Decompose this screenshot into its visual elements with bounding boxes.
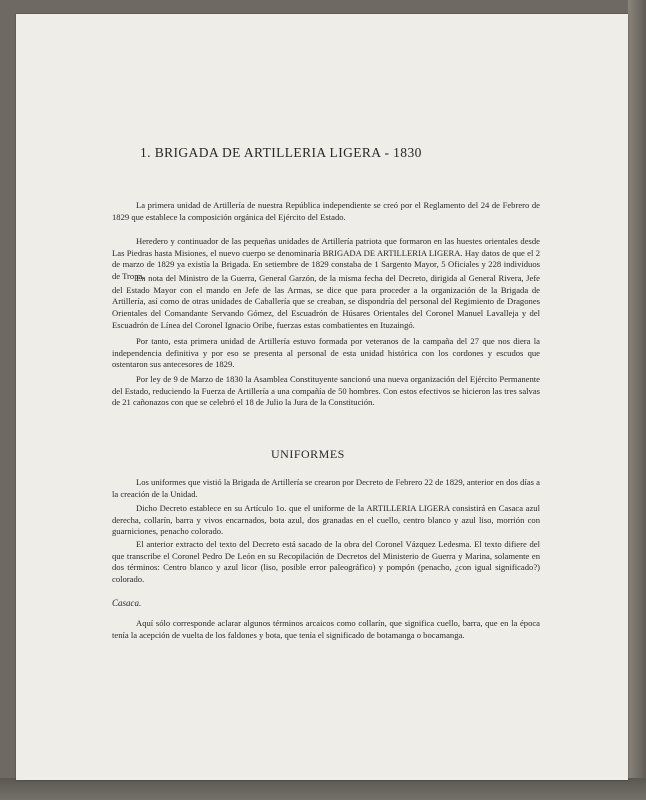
paragraph-5: Por ley de 9 de Marzo de 1830 la Asamblea Constituyente sancionó una nueva organización del Ejército Permanente del Estado, reduciendo la Fuerza de Artillería a una compañía de 50 hombres. Con estos efectivos se hicieron las tres salvas de 21 cañonazos con que se celebró el 18 de Julio la Jura de la Constitución. [112,374,540,408]
uniformes-paragraph-2: Dicho Decreto establece en su Artículo 1o. que el uniforme de la ARTILLERIA LIGERA consistirá en Casaca azul derecha, collarín, barra y vivos encarnados, bota azul, dos granadas en el cuello, centro blanco y azul liso, morrión con guarniciones, penacho colorado. [112,503,540,537]
uniformes-paragraph-1: Los uniformes que vistió la Brigada de Artillería se crearon por Decreto de Febrero 22 de 1829, anterior en dos días a la creación de la Unidad. [112,477,540,499]
paragraph-3: En nota del Ministro de la Guerra, General Garzón, de la misma fecha del Decreto, dirigida al General Rivera, Jefe del Estado Mayor con el mando en Jefe de las Armas, se dice que para proceder a la organización de la Brigada de Artillería, así como de otras unidades de Caballería que se creaban, se dispondría del personal del Regimiento de Dragones Orientales del Comandante Servando Gómez, del Escuadrón de Húsares Orientales del Coronel Manuel Lavalleja y del Escuadrón de Línea del Coronel Ignacio Oribe, fuerzas estas combatientes en Ituzaingó. [112,273,540,330]
casaca-paragraph: Aquí sólo corresponde aclarar algunos términos arcaicos como collarín, que significa cuello, barra, que en la época tenía la acepción de vuelta de los faldones y bota, que tenía el significado de botamanga o bocamanga. [112,618,540,640]
subheading-casaca: Casaca. [112,598,142,608]
background-floor-bottom [0,778,646,800]
background-floor-right [628,0,646,800]
uniformes-paragraph-3: El anterior extracto del texto del Decreto está sacado de la obra del Coronel Vázquez Ledesma. El texto difiere del que transcribe el Coronel Pedro De León en su Recopilación de Decretos del Ministerio de Guerra y Marina, solamente en dos términos: Centro blanco y azul licor (liso, posible error paleográfico) y pompón (penacho, ¿con igual significado?) colorado. [112,539,540,585]
document-page [16,14,628,780]
paragraph-1: La primera unidad de Artillería de nuestra República independiente se creó por el Reglamento del 24 de Febrero de 1829 que establece la composición orgánica del Ejército del Estado. [112,200,540,222]
section-heading-uniformes: UNIFORMES [271,447,345,461]
paragraph-4: Por tanto, esta primera unidad de Artillería estuvo formada por veteranos de la campaña del 27 que nos diera la independencia definitiva y por eso se presenta al personal de esta unidad histórica con los cordones y escudos que ostentaron sus antecesores de 1829. [112,336,540,370]
paragraph-2: Heredero y continuador de las pequeñas unidades de Artillería patriota que formaron en las huestes orientales desde Las Piedras hasta Misiones, el nuevo cuerpo se denominaría BRIGADA DE ARTILLERIA LIGERA. Hay datos de que el 2 de marzo de 1829 ya existía la Brigada. En setiembre de 1829 constaba de 1 Sargento Mayor, 5 Oficiales y 228 individuos de Tropa. [112,236,540,282]
page-title: 1. BRIGADA DE ARTILLERIA LIGERA - 1830 [140,145,422,160]
